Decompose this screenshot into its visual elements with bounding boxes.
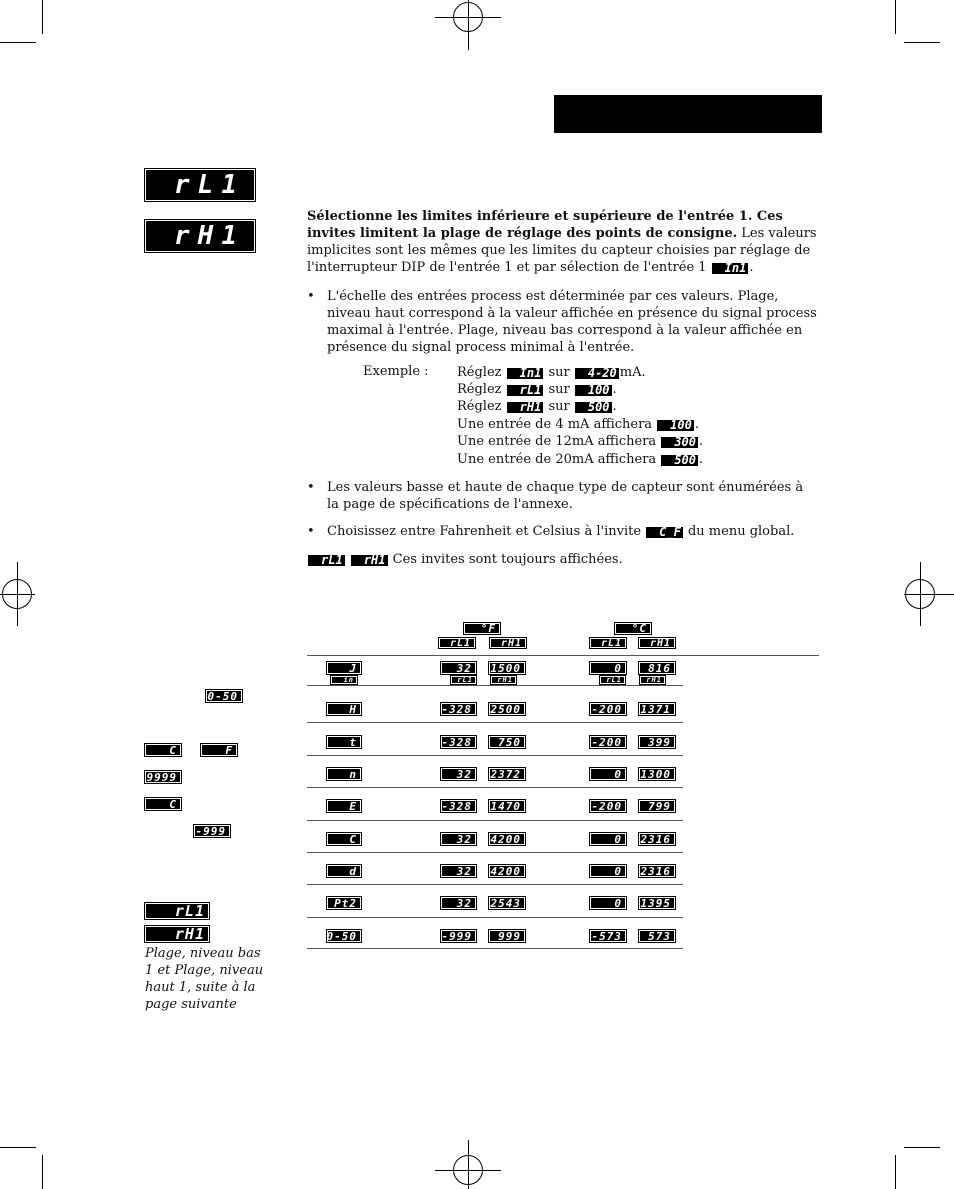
sensor-type-display: J xyxy=(326,661,362,675)
table-row-rule xyxy=(307,722,683,723)
example-value-display: 500 xyxy=(574,401,613,414)
bullet-dot: • xyxy=(307,480,315,495)
caption: Plage, niveau bas 1 et Plage, niveau haut 1, suite à la page suivante xyxy=(145,946,264,1012)
sub-high-c-display: rH1 xyxy=(639,675,666,685)
crop-mark xyxy=(42,1155,43,1189)
range-high-f-display: 750 xyxy=(488,735,526,749)
units-post: du menu global. xyxy=(683,524,795,539)
table-row-rule xyxy=(307,948,683,949)
range-low-c-display: 0 xyxy=(589,767,627,781)
bullet-dot: • xyxy=(307,289,315,304)
table-row-rule xyxy=(307,917,683,918)
bullet-text: L'échelle des entrées process est déterminée par ces valeurs. Plage, niveau haut correspond à la valeur affichée en présence du signal process maximal à l'entrée. Plage, niveau bas correspond à la valeur affichée en présence du signal process minimal à l'entrée. xyxy=(327,289,817,355)
crop-mark xyxy=(468,0,469,50)
example-line xyxy=(457,416,699,433)
sensor-type-display: Pt2 xyxy=(326,896,362,910)
example-line xyxy=(457,364,646,381)
range-low-c-display: -573 xyxy=(589,929,627,943)
range-low-c-display: 0 xyxy=(589,896,627,910)
example-prompt-display: In1 xyxy=(506,367,545,380)
max-9999-display: 9999 xyxy=(144,770,182,784)
range-low-c-display: -200 xyxy=(589,735,627,749)
prompt-rh1-display: rH1 xyxy=(144,219,256,253)
range-low-c-display: 0 xyxy=(589,661,627,675)
sensor-type-display: E xyxy=(326,799,362,813)
table-row-rule xyxy=(307,787,683,788)
range-low-c-display: 0 xyxy=(589,864,627,878)
rl1-display: rL1 xyxy=(307,554,346,567)
range-low-f-display: -328 xyxy=(440,735,477,749)
example-text: . xyxy=(694,417,699,432)
example-value-display: 100 xyxy=(656,419,695,432)
example-value-display: 100 xyxy=(574,384,613,397)
range-high-f-display: 2372 xyxy=(488,767,526,781)
range-high-c-display: 1395 xyxy=(638,896,676,910)
range-low-f-display: 32 xyxy=(440,832,477,846)
table-col-c-low: rL1 xyxy=(589,637,627,649)
range-low-f-display: 32 xyxy=(440,767,477,781)
range-high-f-display: 1470 xyxy=(488,799,526,813)
example-line xyxy=(457,451,703,468)
example-text: Réglez xyxy=(457,365,506,380)
example-value-display: 500 xyxy=(660,454,699,467)
example-text: sur xyxy=(544,382,574,397)
crop-mark xyxy=(17,562,18,626)
prompt-rl1-small: rL1 xyxy=(144,902,210,920)
example-text: Réglez xyxy=(457,382,506,397)
intro-bold: Sélectionne les limites inférieure et supérieure de l'entrée 1. Ces invites limitent la plage de réglage des points de consigne. xyxy=(307,209,783,241)
table-head-c: °C xyxy=(614,622,652,635)
table-row-rule xyxy=(307,852,683,853)
example-text: Une entrée de 20mA affichera xyxy=(457,452,661,467)
in1-display: In1 xyxy=(711,262,750,275)
range-high-f-display: 2500 xyxy=(488,702,526,716)
bullet-units xyxy=(307,523,819,540)
table-col-f-low: rL1 xyxy=(438,637,476,649)
example-text: Une entrée de 4 mA affichera xyxy=(457,417,657,432)
always-shown-note xyxy=(307,551,819,568)
crop-mark xyxy=(904,42,940,43)
range-high-c-display: 1371 xyxy=(638,702,676,716)
bullet-dot: • xyxy=(307,524,315,539)
example-text: . xyxy=(612,382,617,397)
example-line xyxy=(457,398,617,415)
table-row-rule xyxy=(307,820,683,821)
crop-mark xyxy=(920,562,921,626)
example-text: sur xyxy=(544,365,574,380)
example-value-display: 4-20 xyxy=(574,367,620,380)
intro-paragraph xyxy=(307,208,819,276)
intro-normal: Les valeurs implicites sont les mêmes que les limites du capteur choisies par réglage de l'interrupteur DIP de l'entrée 1 et par sélection de l'entrée 1 xyxy=(307,226,817,275)
table-top-rule xyxy=(307,655,819,656)
sub-low-c-display: rL1 xyxy=(599,675,626,685)
range-high-c-display: 816 xyxy=(638,661,676,675)
range-high-c-display: 799 xyxy=(638,799,676,813)
bullet-scale xyxy=(307,288,819,356)
rh1-display: rH1 xyxy=(350,554,389,567)
range-high-c-display: 399 xyxy=(638,735,676,749)
range-high-f-display: 2543 xyxy=(488,896,526,910)
range-low-c-display: -200 xyxy=(589,799,627,813)
always-shown-text: Ces invites sont toujours affichées. xyxy=(388,552,623,567)
range-high-f-display: 4200 xyxy=(488,864,526,878)
bullet-text: Les valeurs basse et haute de chaque type de capteur sont énumérées à la page de spécifications de l'annexe. xyxy=(327,480,804,512)
example-text: sur xyxy=(544,399,574,414)
unit-c2-display: C xyxy=(144,797,182,811)
range-low-f-display: 32 xyxy=(440,864,477,878)
example-line xyxy=(457,433,703,450)
sensor-type-display: t xyxy=(326,735,362,749)
sensor-type-display: n xyxy=(326,767,362,781)
example-text: Une entrée de 12mA affichera xyxy=(457,434,661,449)
range-low-c-display: 0 xyxy=(589,832,627,846)
example-text: . xyxy=(699,434,704,449)
table-head-f: °F xyxy=(463,622,501,635)
example-text: Réglez xyxy=(457,399,506,414)
example-label: Exemple : xyxy=(363,364,429,379)
example-value-display: 300 xyxy=(660,436,699,449)
sensor-type-display: C xyxy=(326,832,362,846)
crop-mark xyxy=(904,1147,940,1148)
crop-mark xyxy=(895,1155,896,1189)
table-row-rule xyxy=(307,685,683,686)
range-high-c-display: 573 xyxy=(638,929,676,943)
table-col-f-high: rH1 xyxy=(489,637,527,649)
example-prompt-display: rL1 xyxy=(506,384,545,397)
range-low-f-display: -999 xyxy=(440,929,477,943)
example-text: . xyxy=(699,452,704,467)
crop-mark xyxy=(895,0,896,34)
range-low-f-display: -328 xyxy=(440,799,477,813)
crop-mark xyxy=(42,0,43,34)
sub-low-f-display: rL1 xyxy=(450,675,477,685)
min-999-display: -999 xyxy=(193,824,231,838)
range-low-f-display: -328 xyxy=(440,702,477,716)
cf-display: C_F xyxy=(645,526,684,539)
range-high-c-display: 2316 xyxy=(638,832,676,846)
table-col-c-high: rH1 xyxy=(638,637,676,649)
range-high-f-display: 1500 xyxy=(488,661,526,675)
range-0-50-display: 0-50 xyxy=(205,689,243,703)
bullet-sensor-values xyxy=(307,479,819,513)
crop-mark xyxy=(0,1147,36,1148)
table-row-rule xyxy=(307,884,683,885)
units-pre: Choisissez entre Fahrenheit et Celsius à l'invite xyxy=(327,524,646,539)
example-line xyxy=(457,381,617,398)
table-row-rule xyxy=(307,755,683,756)
prompt-rl1-display: rL1 xyxy=(144,168,256,202)
example-text: . xyxy=(612,399,617,414)
range-low-c-display: -200 xyxy=(589,702,627,716)
range-high-f-display: 999 xyxy=(488,929,526,943)
crop-mark xyxy=(904,594,954,595)
prompt-rh1-small: rH1 xyxy=(144,925,210,943)
unit-f-display: F xyxy=(200,743,238,757)
sensor-sub-display: in xyxy=(330,675,358,685)
range-high-f-display: 4200 xyxy=(488,832,526,846)
range-high-c-display: 1300 xyxy=(638,767,676,781)
example-text: mA. xyxy=(619,365,646,380)
sub-high-f-display: rH1 xyxy=(490,675,517,685)
bullet-text xyxy=(327,523,819,540)
range-low-f-display: 32 xyxy=(440,896,477,910)
range-high-c-display: 2316 xyxy=(638,864,676,878)
header-bar xyxy=(554,95,822,133)
range-low-f-display: 32 xyxy=(440,661,477,675)
sensor-type-display: 0-50 xyxy=(326,929,362,943)
example-prompt-display: rH1 xyxy=(506,401,545,414)
crop-mark xyxy=(0,42,36,43)
unit-c-display: C xyxy=(144,743,182,757)
sensor-type-display: d xyxy=(326,864,362,878)
sensor-type-display: H xyxy=(326,702,362,716)
intro-end: . xyxy=(749,260,754,275)
crop-mark xyxy=(468,1140,469,1189)
